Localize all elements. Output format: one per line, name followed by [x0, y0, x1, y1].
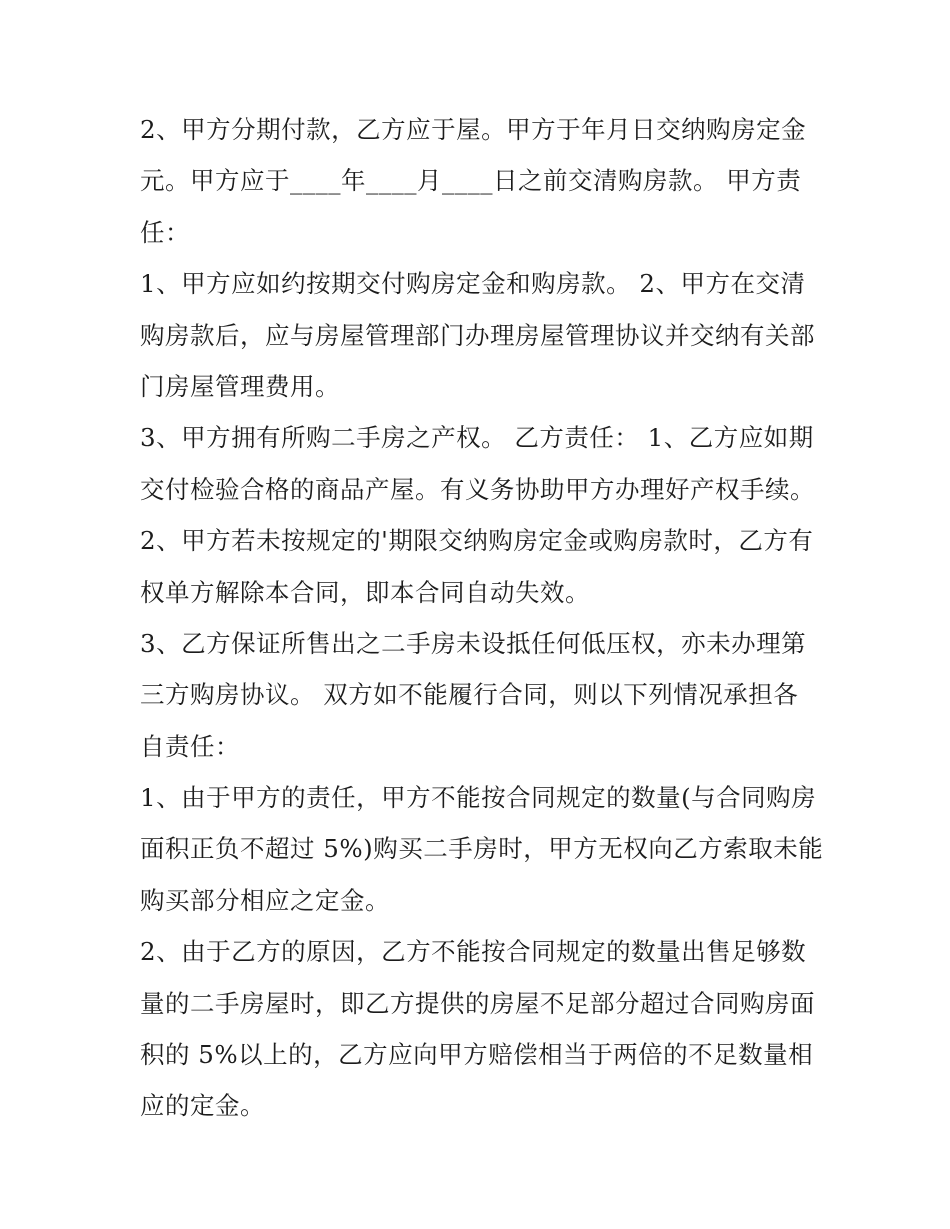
paragraph-party-a-duties — [140, 258, 820, 412]
text-line: 3、甲方拥有所购二手房之产权。 乙方责任： 1、乙方应如期 — [140, 423, 814, 453]
document-body — [140, 104, 824, 1132]
text-line: 2、甲方若未按规定的'期限交纳购房定金或购房款时，乙方有 — [140, 526, 814, 556]
text-line: 自责任： — [140, 731, 240, 761]
text-line: 2、甲方分期付款，乙方应于屋。甲方于年月日交纳购房定金 — [140, 115, 807, 144]
text-line: 任： — [140, 217, 190, 247]
text-line: 量的二手房屋时，即乙方提供的房屋不足部分超过合同购房面 — [140, 988, 815, 1018]
paragraph-contract-termination — [140, 515, 820, 618]
text-line: 交付检验合格的商品产屋。有义务协助甲方办理好产权手续。 — [140, 474, 815, 504]
text-line: 三方购房协议。 双方如不能履行合同，则以下列情况承担各 — [140, 680, 799, 710]
paragraph-property-guarantee — [140, 618, 820, 772]
text-line: 1、由于甲方的责任，甲方不能按合同规定的数量(与合同购房 — [140, 783, 817, 813]
paragraph-party-b-breach — [140, 926, 820, 1132]
text-line: 2、由于乙方的原因，乙方不能按合同规定的数量出售足够数 — [140, 937, 807, 967]
text-line: 元。甲方应于____年____月____日之前交清购房款。 甲方责 — [140, 166, 802, 196]
text-line: 3、乙方保证所售出之二手房未设抵任何低压权，亦未办理第 — [140, 628, 807, 658]
text-line: 门房屋管理费用。 — [140, 371, 340, 401]
text-line: 应的定金。 — [140, 1091, 265, 1121]
paragraph-ownership-and-party-b-duties — [140, 412, 820, 515]
text-line: 购买部分相应之定金。 — [140, 885, 390, 915]
text-line: 积的 5%以上的，乙方应向甲方赔偿相当于两倍的不足数量相 — [140, 1040, 814, 1070]
paragraph-party-a-breach — [140, 772, 824, 926]
text-line: 权单方解除本合同，即本合同自动失效。 — [140, 577, 590, 607]
paragraph-installment-payment — [140, 104, 820, 258]
text-line: 面积正负不超过 5%)购买二手房时，甲方无权向乙方索取未能 — [140, 834, 824, 864]
text-line: 购房款后，应与房屋管理部门办理房屋管理协议并交纳有关部 — [140, 320, 815, 350]
text-line: 1、甲方应如约按期交付购房定金和购房款。 2、甲方在交清 — [140, 269, 806, 299]
